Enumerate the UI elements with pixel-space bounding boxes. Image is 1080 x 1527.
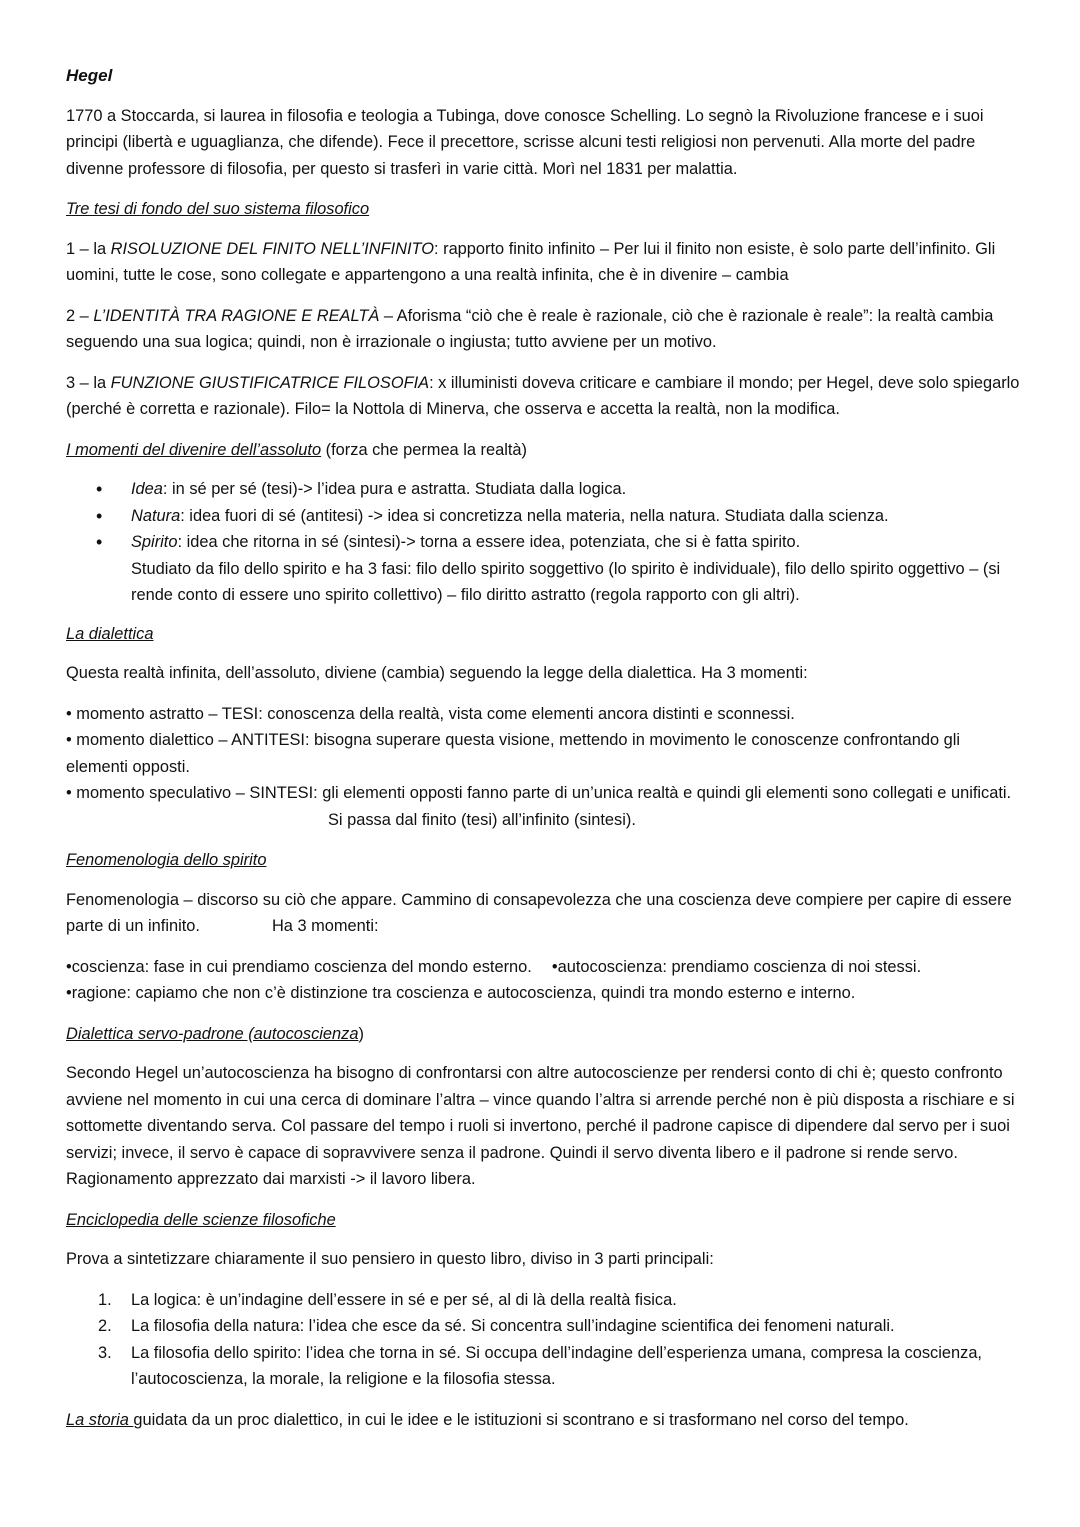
section-heading-tesi: Tre tesi di fondo del suo sistema filosofico [66,200,370,218]
tesi-1-term: RISOLUZIONE DEL FINITO NELL’INFINITO [110,239,434,258]
servo-heading: Dialettica servo-padrone (autocoscienza [66,1024,359,1043]
tesi-2 [66,303,1026,356]
list-text: La filosofia della natura: l’idea che esce da sé. Si concentra sull’indagine scientifica dei fenomeni naturali. [131,1317,895,1335]
list-text: La logica: è un’indagine dell’essere in sé e per sé, al di là della realtà fisica. [131,1290,677,1309]
section-heading-servo [66,1021,1026,1048]
section-heading-enciclopedia: Enciclopedia delle scienze filosofiche [66,1210,336,1229]
document-page [66,63,1026,1433]
list-item [66,1340,1026,1393]
spirito-note: Studiato da filo dello spirito e ha 3 fasi: filo dello spirito soggettivo (lo spirito è individuale), filo dello spirito oggettivo – (si rende conto di essere uno spirito collettivo) – filo diritto astratto (regola rapporto con gli altri). [131,559,1001,604]
servo-heading-tail: ) [358,1024,364,1043]
fenomenologia-moments [66,954,1026,1007]
section-heading-momenti [66,437,1026,464]
momento-term: Idea [131,480,163,498]
tesi-2-prefix: 2 – [66,306,94,325]
tesi-1-prefix: 1 – la [66,239,111,258]
servo-tail: Ragionamento apprezzato dai marxisti -> il lavoro libera. [66,1170,476,1188]
tesi-1-text: : rapporto finito infinito – Per lui il finito non esiste, è solo parte dell’infinito. Gli uomini, tutte le cose, sono collegate e appartengono a una realtà infinita, che è in divenire – cambia [66,239,996,284]
storia-paragraph [66,1407,1026,1434]
page-title: Hegel [66,66,113,85]
intro-paragraph: 1770 a Stoccarda, si laurea in filosofia e teologia a Tubinga, dove conosce Schelling. Lo segnò la Rivoluzione francese e i suoi principi (libertà e uguaglianza, che difende). Fece il precettore, scrisse alcuni testi religiosi non pervenuti. Alla morte del padre divenne professore di filosofia, per questo si trasferì in varie città. Morì nel 1831 per malattia. [66,106,984,178]
dialettica-moment-1: • momento astratto – TESI: conoscenza della realtà, vista come elementi ancora distinti e sconnessi. [66,704,795,723]
tesi-3-text: : x illuministi doveva criticare e cambiare il mondo; per Hegel, deve solo spiegarlo (perché è corretta e razionale). Filo= la Nottola di Minerva, che osserva e accetta la realtà, non la modifica. [66,373,1020,418]
dialettica-moment-3 [66,780,1026,833]
momenti-heading: I momenti del divenire dell’assoluto [66,440,322,459]
tesi-2-text: – Aforisma “ciò che è reale è razionale, ciò che è razionale è reale”: la realtà cambia seguendo una sua logica; quindi, non è irrazionale o ingiusta; tutto avviene per un motivo. [66,306,994,351]
dialettica-moment-3-tail: Si passa dal finito (tesi) all’infinito (sintesi). [328,810,636,829]
dialettica-intro: Questa realtà infinita, dell’assoluto, diviene (cambia) seguendo la legge della dialettica. Ha 3 momenti: [66,664,808,682]
storia-heading: La storia [66,1410,134,1429]
list-item [66,503,1026,530]
momento-term: Natura [131,506,181,525]
momento-text: : idea che ritorna in sé (sintesi)-> torna a essere idea, potenziata, che si è fatta spirito. [177,533,801,551]
enciclopedia-intro: Prova a sintetizzare chiaramente il suo pensiero in questo libro, diviso in 3 parti principali: [66,1250,714,1268]
list-text: La filosofia dello spirito: l’idea che torna in sé. Si occupa dell’indagine dell’esperienza umana, compresa la coscienza, l’autocoscienza, la morale, la religione e la filosofia stessa. [131,1343,982,1388]
fenomenologia-body: Fenomenologia – discorso su ciò che appare. Cammino di consapevolezza che una coscienza deve compiere per capire di essere parte di un infinito. [66,890,1012,935]
list-item [66,1313,1026,1340]
section-heading-fenomenologia: Fenomenologia dello spirito [66,851,267,869]
list-number: 3. [98,1343,112,1362]
storia-text: guidata da un proc dialettico, in cui le idee e le istituzioni si scontrano e si trasformano nel corso del tempo. [133,1410,909,1429]
list-item [66,476,1026,503]
list-item [66,529,1026,609]
list-number: 1. [98,1290,112,1309]
servo-text [66,1060,1026,1193]
fenomenologia-tail: Ha 3 momenti: [271,917,379,935]
momento-term: Spirito [131,533,178,551]
momenti-heading-note: (forza che permea la realtà) [321,440,527,459]
dialettica-moments [66,701,1026,834]
fenomenologia-coscienza: •coscienza: fase in cui prendiamo coscienza del mondo esterno. [66,957,532,976]
tesi-1 [66,236,1026,289]
dialettica-moment-2: • momento dialettico – ANTITESI: bisogna superare questa visione, mettendo in movimento le conoscenze confrontando gli elementi opposti. [66,731,961,776]
momento-text: : idea fuori di sé (antitesi) -> idea si concretizza nella materia, nella natura. Studiata dalla scienza. [180,506,889,525]
tesi-3-term: FUNZIONE GIUSTIFICATRICE FILOSOFIA [110,373,430,392]
enciclopedia-list [66,1287,1026,1393]
tesi-2-term: L’IDENTITÀ TRA RAGIONE E REALTÀ [93,306,380,325]
tesi-3 [66,370,1026,423]
fenomenologia-autocoscienza: •autocoscienza: prendiamo coscienza di noi stessi. [551,957,922,976]
fenomenologia-line-1 [66,954,1026,981]
section-heading-dialettica: La dialettica [66,624,154,643]
list-number: 2. [98,1317,112,1335]
list-item [66,1287,1026,1314]
tesi-3-prefix: 3 – la [66,373,111,392]
fenomenologia-line-2: •ragione: capiamo che non c’è distinzione tra coscienza e autocoscienza, quindi tra mondo esterno e interno. [66,984,856,1002]
momenti-list [66,476,1026,609]
dialettica-moment-3-text: • momento speculativo – SINTESI: gli elementi opposti fanno parte di un’unica realtà e quindi gli elementi sono collegati e unificati. [66,784,1012,802]
fenomenologia-text [66,887,1026,940]
servo-body: Secondo Hegel un’autocoscienza ha bisogno di confrontarsi con altre autocoscienze per rendersi conto di chi è; questo confronto avviene nel momento in cui una cerca di dominare l’altra – vince quando l’altra si arrende perché non è più disposta a rischiare e si sottomette diventando serva. Col passare del tempo i ruoli si invertono, perché il padrone capisce di dipendere dal servo per i suoi servizi; invece, il servo è capace di sopravvivere senza il padrone. Quindi il servo diventa libero e il padrone si rende servo. [66,1064,1015,1162]
momento-text: : in sé per sé (tesi)-> l’idea pura e astratta. Studiata dalla logica. [162,480,627,498]
